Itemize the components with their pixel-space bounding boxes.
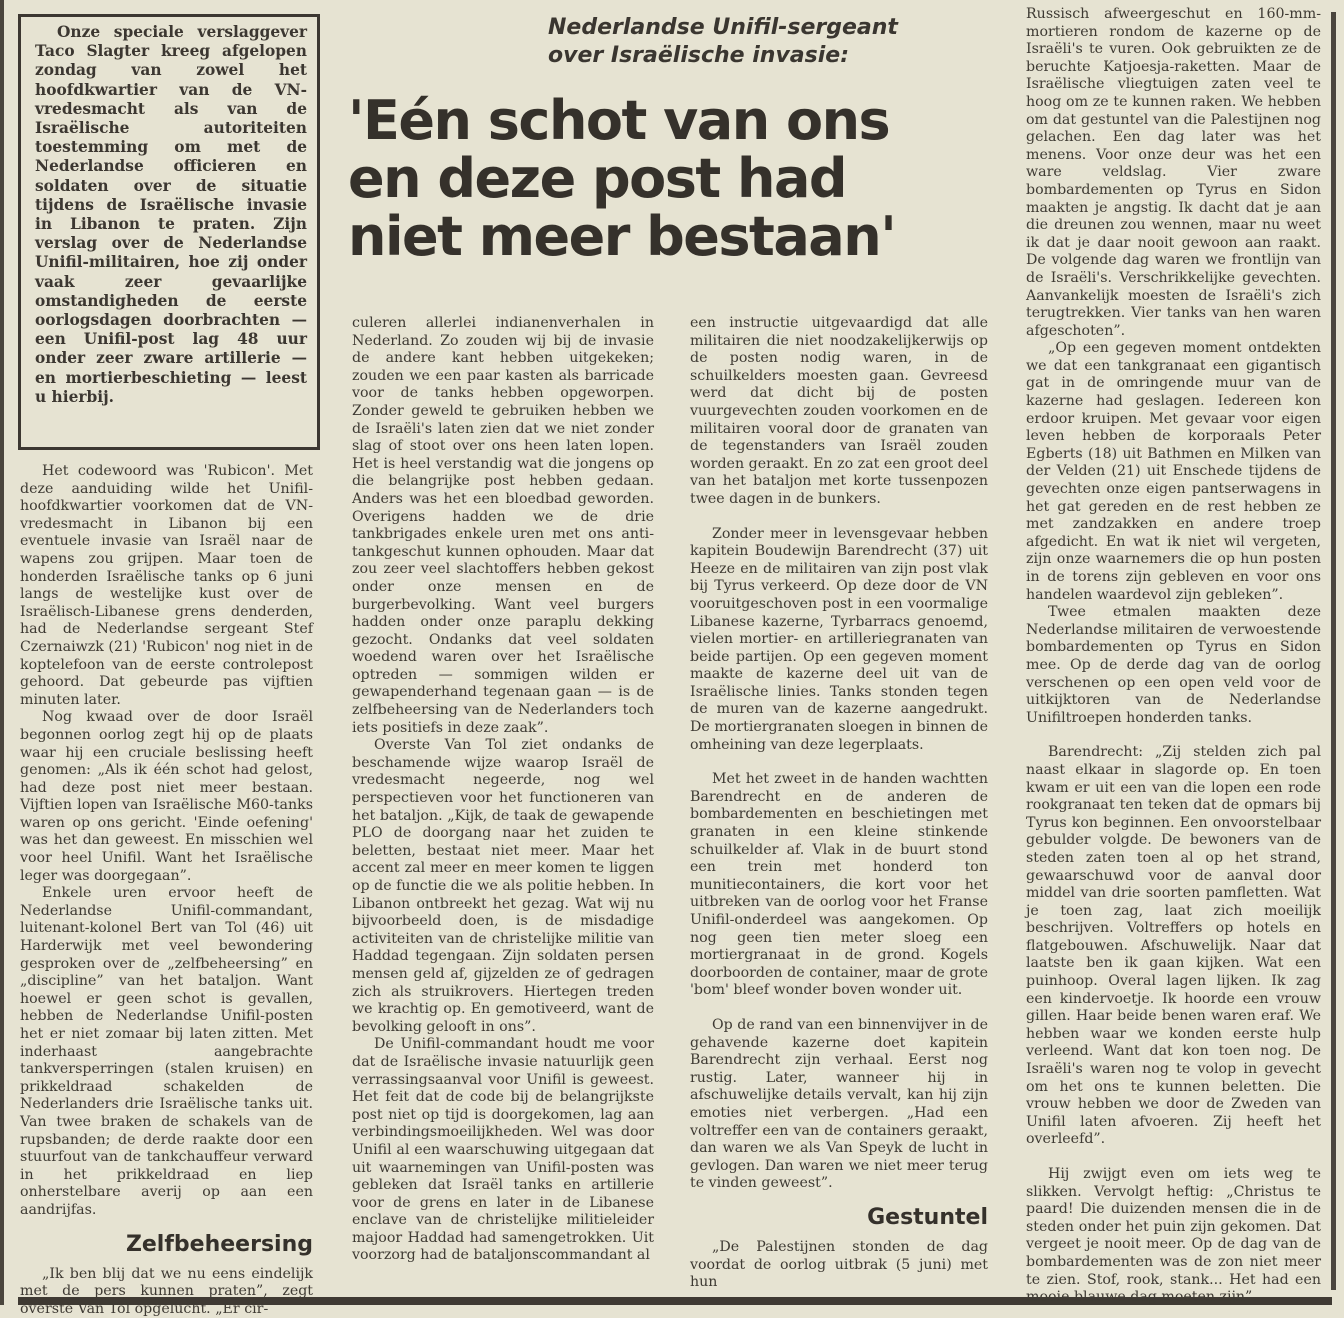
- paragraph: „Op een gegeven moment ontdekten we dat een tankgranaat een gigantisch gat in de omringende muur van de kazerne had geslagen. Iedereen kon erdoor kruipen. Met gevaar voor eigen leven hebben de korporaals Peter Egberts (18) uit Bathmen en Milken van der Velden (21) uit Enschede tijdens de gevechten onze eigen pantserwagens in het gat gereden en de rest hebben ze met zandzakken en andere troep afgedicht. En wat ik niet wil vergeten, zijn onze waarnemers die op hun posten in de torens zijn gebleven en voor ons handelen waardevol zijn gebleken”.: [1026, 340, 1321, 603]
- subheading: Zelfbeheersing: [125, 1231, 313, 1257]
- paragraph: Overste Van Tol ziet ondanks de beschamende wijze waarop Israël de vredesmacht negeerde, nog wel perspectieven voor het functioneren van het bataljon. „Kijk, de taak de gewapende PLO de doorgang naar het zuiden te beletten, bestaat niet meer. Maar het accent zal meer en meer komen te liggen op de functie die we als politie hebben. In Libanon ontbreekt het gezag. Wat wij nu bijvoorbeeld doen, is de misdadige activiteiten van de christelijke militie van Haddad tegengaan. Zijn soldaten persen mensen geld af, gijzelden ze of gedragen zich als struikrovers. Hiertegen treden we krachtig op. En gemotiveerd, want de bevolking gelooft in ons”.: [352, 737, 654, 1035]
- paragraph: De Unifil-commandant houdt me voor dat de Israëlische invasie natuurlijk geen verrassingsaanval voor Unifil is geweest. Het feit dat de code bij de belangrijkste post niet op tijd is doorgekomen, lag aan verbindingsmoeilijkheden. Wel was door Unifil al een waarschuwing uitgegaan dat uit waarnemingen van Unifil-posten was gebleken dat Israël tanks en artillerie voor de grens en later in de Libanese enclave van de christelijke militieleider majoor Haddad had samengetrokken. Uit voorzorg had de bataljonscommandant al: [352, 1036, 654, 1264]
- paragraph: Zonder meer in levensgevaar hebben kapitein Boudewijn Barendrecht (37) uit Heeze en de militairen van zijn post vlak bij Tyrus verkeerd. Op deze door de VN vooruitgeschoven post in een voormalige Libanese kazerne, Tyrbarracs genoemd, vielen mortier- en artilleriegranaten van beide partijen. Op een gegeven moment maakte de kazerne deel uit van de Israëlische linies. Tanks stonden tegen de muren van de kazerne aangedrukt. De mortiergranaten sloegen in binnen de omheining van deze legerplaats.: [690, 525, 988, 753]
- right-column-rule: [1331, 12, 1336, 1290]
- paragraph: Het codewoord was 'Rubicon'. Met deze aanduiding wilde het Unifil-hoofdkwartier voorkomen dat de VN-vredesmacht in Libanon bij een eventuele invasie van Israël naar de wapens zou grijpen. Maar toen de honderden Israëlische tanks op 6 juni langs de westelijke kust over de Israëlisch-Libanese grens denderden, had de Nederlandse sergeant Stef Czernaiwzk (21) 'Rubicon' nog niet in de koptelefoon van de eerste controlepost gehoord. Dat gebeurde pas vijftien minuten later.: [20, 463, 313, 708]
- article-column-2: [352, 315, 654, 1265]
- paragraph: Russisch afweergeschut en 160-mm-mortieren rondom de kazerne op de Israëli's te vuren. Ook gebruikten ze de beruchte Katjoesja-raketten. Maar de Israëlische vliegtuigen zaten veel te hoog om ze te kunnen raken. We hebben om dat gestuntel van die Palestijnen nog gelachen. Een dag later was het menens. Voor onze deur was het een ware veldslag. Vier zware bombardementen op Tyrus en Sidon maakten je angstig. Ik dacht dat je aan die dreunen zou wennen, maar nu weet ik dat je daar nooit gewoon aan raakt. De volgende dag waren we frontlijn van de Israëli's. Verschrikkelijke gevechten. Aanvankelijk moesten de Israëli's zich terugtrekken. Vier tanks van hen waren afgeschoten”.: [1026, 6, 1321, 339]
- paragraph: culeren allerlei indianenverhalen in Nederland. Zo zouden wij bij de invasie de andere kant hebben uitgekeken; zouden we een paar kasten als barricade voor de tanks hebben opgeworpen. Zonder geweld te gebruiken hebben we de Israëli's laten zien dat we niet zonder slag of stoot over ons heen laten lopen. Het is heel verstandig wat die jongens op die belangrijke post hebben gedaan. Anders was het een bloedbad geworden. Overigens hadden we de drie tankbrigades enkele uren met ons anti-tankgeschut kunnen ophouden. Maar dat zou zeer veel slachtoffers hebben gekost onder onze mensen en de burgerbevolking. Want veel burgers hadden onder onze paraplu dekking gezocht. Ondanks dat veel soldaten woedend waren over het Israëlische optreden — sommigen wilden er gewapenderhand tegenaan gaan — is de zelfbeheersing van de Nederlanders toch iets positiefs in deze zaak”.: [352, 315, 654, 736]
- paragraph: Twee etmalen maakten deze Nederlandse militairen de verwoestende bombardementen op Tyrus en Sidon mee. Op de derde dag van de oorlog verschenen op een open veld voor de uitkijktoren van de Nederlandse Unifiltroepen honderden tanks.: [1026, 604, 1321, 726]
- headline-line: en deze post had: [348, 147, 847, 210]
- left-column-rule: [0, 0, 4, 1305]
- intro-box: [18, 14, 320, 450]
- subheading: Gestuntel: [867, 1204, 988, 1230]
- kicker: [548, 14, 1008, 70]
- article-column-1: [20, 463, 313, 1318]
- headline: [348, 89, 1008, 268]
- paragraph: Nog kwaad over de door Israël begonnen oorlog zegt hij op de plaats waar hij een cruciale beslissing heeft genomen: „Als ik één schot had gelost, had deze post niet meer bestaan. Vijftien lopen van Israëlische M60-tanks waren op ons gericht. 'Einde oefening' was het dan geweest. En misschien wel voor heel Unifil. Want het Israëlische leger was doorgegaan”.: [20, 709, 313, 884]
- paragraph: Enkele uren ervoor heeft de Nederlandse Unifil-commandant, luitenant-kolonel Bert van Tol (46) uit Harderwijk met veel bewondering gesproken over de „zelfbeheersing” en „discipline” van het bataljon. Want hoewel er geen schot is gevallen, hebben de Nederlandse Unifil-posten het er niet zomaar bij laten zitten. Met inderhaast aangebrachte tankversperringen (stalen kruisen) en prikkeldraad schakelden de Nederlanders drie Israëlische tanks uit. Van twee braken de schakels van de rupsbanden; de derde raakte door een stuurfout van de tankchauffeur verward in het prikkeldraad en liep onherstelbare averij op aan een aandrijfas.: [20, 885, 313, 1218]
- paragraph: Barendrecht: „Zij stelden zich pal naast elkaar in slagorde op. En toen kwam er uit een van die lopen een rode rookgranaat ten teken dat de opmars bij Tyrus kon beginnen. Een onvoorstelbaar gebulder volgde. De bewoners van de steden zaten toen al op het strand, gewaarschuwd voor de aanval door middel van drie soorten pamfletten. Wat je toen zag, laat zich moeilijk beschrijven. Voltreffers op hotels en flatgebouwen. Afschuwelijk. Naar dat laatste ben ik gaan kijken. Wat een puinhoop. Overal lagen lijken. Ik zag een kindervoetje. Ik hoorde een vrouw gillen. Haar beide benen waren eraf. We hebben waar we konden eerste hulp verleend. Want dat kon toen nog. De Israëli's waren nog te volop in gevecht om het ons te kunnen beletten. Die vrouw hebben we door de Zweden van Unifil laten afvoeren. Zij heeft het overleefd”.: [1026, 744, 1321, 1148]
- paragraph: Op de rand van een binnenvijver in de gehavende kazerne doet kapitein Barendrecht zijn verhaal. Eerst nog rustig. Later, wanneer hij in afschuwelijke details vervalt, kan hij zijn emoties niet verbergen. „Had een voltreffer een van de containers geraakt, dan waren we als Van Speyk de lucht in gevlogen. Dan waren we niet meer terug te vinden geweest”.: [690, 1016, 988, 1192]
- paragraph: een instructie uitgevaardigd dat alle militairen die niet noodzakelijkerwijs op de posten nodig waren, in de schuilkelders moesten gaan. Gevreesd werd dat dicht bij de posten vuurgevechten zouden voorkomen en de militairen vooral door de granaten van de tegenstanders van Israël zouden worden geraakt. En zo zat een groot deel van het bataljon met korte tussenpozen twee dagen in de bunkers.: [690, 315, 988, 507]
- kicker-line: Nederlandse Unifil-sergeant: [548, 15, 898, 40]
- paragraph: „Ik ben blij dat we nu eens eindelijk met de pers kunnen praten”, zegt overste Van Tol opgelucht. „Er cir-: [20, 1265, 313, 1317]
- kicker-line: over Israëlische invasie:: [548, 43, 849, 68]
- paragraph: Hij zwijgt even om iets weg te slikken. Vervolgt heftig: „Christus te paard! Die duizenden mensen die in de steden onder het puin zijn gekomen. Dat vergeet je nooit meer. Op de dag van de bombardementen was de zon niet meer te zien. Stof, rook, stank... Het had een mooie blauwe dag moeten zijn”.: [1026, 1166, 1321, 1306]
- article-column-4: [1026, 6, 1321, 1307]
- headline-line: 'Eén schot van ons: [348, 89, 890, 152]
- intro-text: Onze speciale verslaggever Taco Slagter kreeg afgelopen zondag van zowel het hoofdkwartier van de VN-vredesmacht als van de Israëlische autoriteiten toestemming om met de Nederlandse officieren en soldaten over de situatie tijdens de Israëlische invasie in Libanon te praten. Zijn verslag over de Nederlandse Unifil-militairen, hoe zij onder vaak zeer gevaarlijke omstandigheden de eerste oorlogsdagen doorbrachten — een Unifil-post lag 48 uur onder zeer zware artillerie — en mortierbeschieting — leest u hierbij.: [35, 23, 307, 406]
- article-column-3: [690, 315, 988, 1292]
- paragraph: Met het zweet in de handen wachtten Barendrecht en de anderen de bombardementen en beschietingen met granaten in een kleine stinkende schuilkelder af. Vlak in de buurt stond een trein met honderd ton munitiecontainers, die kort voor het uitbreken van de oorlog voor het Franse Unifil-onderdeel was aangekomen. Op nog geen tien meter sloeg een mortiergranaat in de grond. Kogels doorboorden de container, maar de grote 'bom' bleef wonder boven wonder uit.: [690, 771, 988, 999]
- headline-line: niet meer bestaan': [348, 205, 896, 268]
- paragraph: „De Palestijnen stonden de dag voordat de oorlog uitbrak (5 juni) met hun: [690, 1238, 988, 1291]
